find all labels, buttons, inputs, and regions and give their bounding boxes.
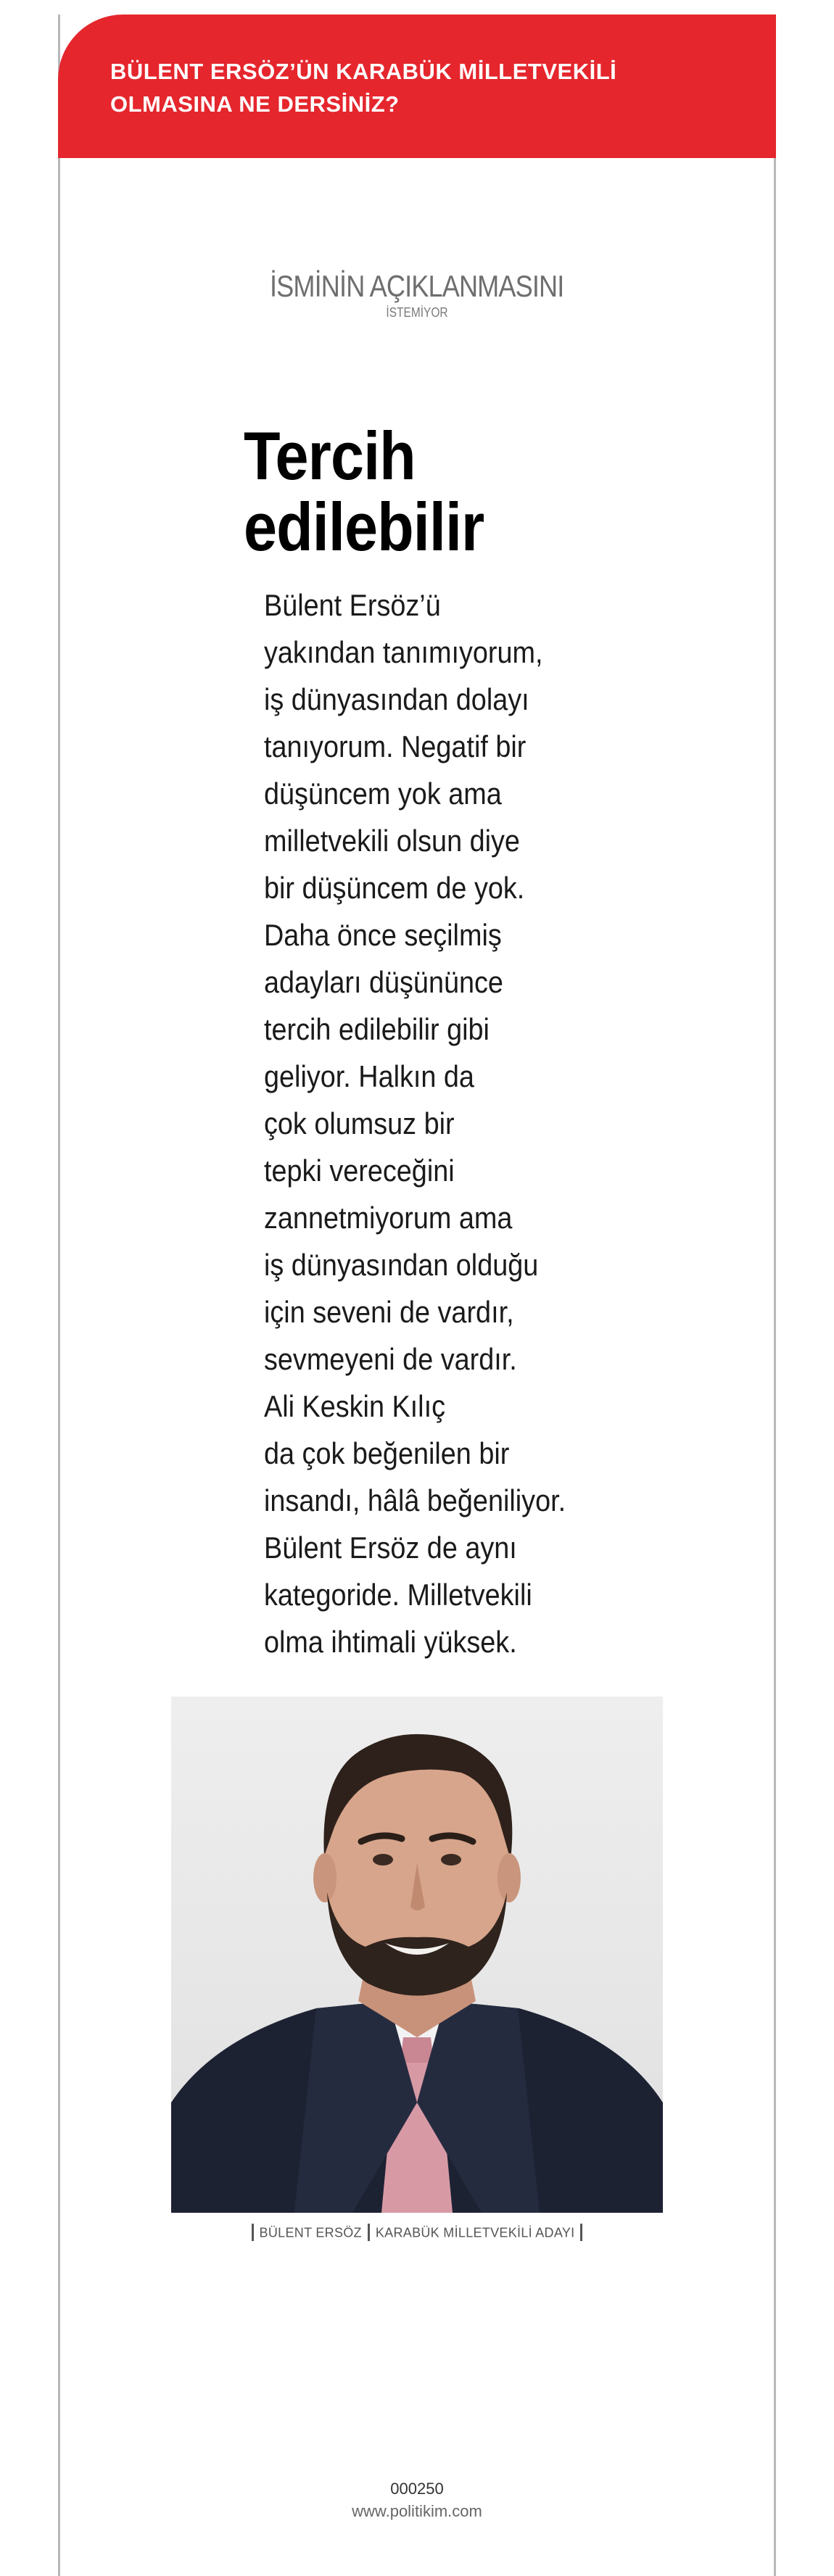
caption-divider bbox=[252, 2224, 254, 2241]
header-title: BÜLENT ERSÖZ’ÜN KARABÜK MİLLETVEKİLİ OLMASINA NE DERSİNİZ? bbox=[110, 59, 617, 117]
caption-name: BÜLENT ERSÖZ bbox=[259, 2225, 362, 2240]
footer-url[interactable]: www.politikim.com bbox=[352, 2502, 482, 2520]
caption-role: KARABÜK MİLLETVEKİLİ ADAYI bbox=[375, 2225, 575, 2240]
respondent-note bbox=[58, 270, 776, 320]
portrait-photo bbox=[171, 1697, 663, 2213]
photo-caption bbox=[58, 2221, 776, 2242]
caption-divider bbox=[580, 2224, 582, 2241]
header-band bbox=[58, 15, 776, 158]
portrait-illustration bbox=[171, 1697, 663, 2213]
caption-divider bbox=[368, 2224, 370, 2241]
respondent-note-main: İSMİNİN AÇIKLANMASINI bbox=[270, 269, 564, 303]
respondent-note-sub: İSTEMİYOR bbox=[386, 305, 448, 320]
footer-code: 000250 bbox=[390, 2480, 444, 2498]
article-body: Bülent Ersöz’ü yakından tanımıyorum, iş dünyasından dolayı tanıyorum. Negatif bir düşüncem yok ama milletvekili olsun diye bir düşüncem de yok. Daha önce seçilmiş adayları düşününce tercih edilebilir gibi geliyor. Halkın da çok olumsuz bir tepki vereceğini zannetmiyorum ama iş dünyasından olduğu için seveni de vardır, sevmeyeni de vardır. Ali Keskin Kılıç da çok beğenilen bir insandı, hâlâ beğeniliyor. Bülent Ersöz de aynı kategoride. Milletvekili olma ihtimali yüksek. bbox=[264, 588, 566, 1659]
article-headline: Tercih edilebilir bbox=[244, 418, 484, 565]
page-footer bbox=[58, 2478, 776, 2523]
